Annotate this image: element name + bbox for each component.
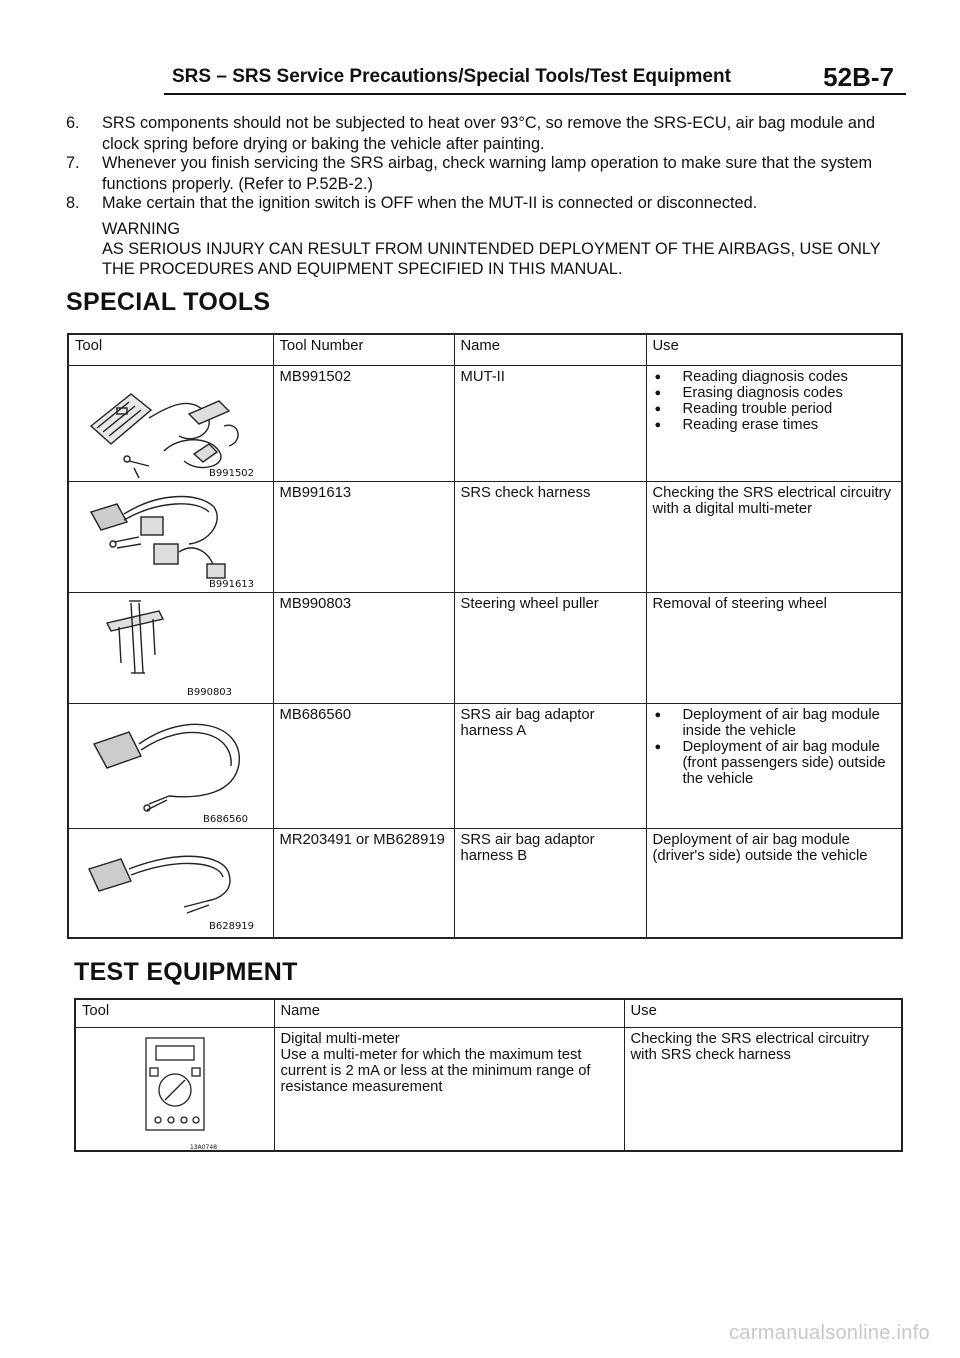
watermark: carmanualsonline.info xyxy=(729,1322,930,1344)
header-title: SRS – SRS Service Precautions/Special Tools/Test Equipment xyxy=(172,66,731,87)
note-number: 7. xyxy=(66,154,80,172)
tool-name: SRS check harness xyxy=(454,481,646,592)
list-item: ● Reading diagnosis codes xyxy=(653,369,896,385)
tool-caption: B991613 xyxy=(209,578,255,590)
page-header xyxy=(172,62,902,96)
tool-image-cell xyxy=(68,481,273,592)
table-row xyxy=(68,592,902,703)
adaptor-harness-a-illustration xyxy=(69,704,274,829)
page-number: 52B-7 xyxy=(823,62,894,92)
tool-number: MB990803 xyxy=(273,592,454,703)
tool-use: Deployment of air bag module (driver's side) outside the vehicle xyxy=(646,828,902,938)
header-use: Use xyxy=(624,999,902,1027)
tool-use xyxy=(646,365,902,481)
header-tool: Tool xyxy=(75,999,274,1027)
steering-puller-illustration xyxy=(69,593,274,704)
tool-name: SRS air bag adaptor harness B xyxy=(454,828,646,938)
note-8 xyxy=(66,193,906,214)
tool-image-cell xyxy=(68,365,273,481)
note-text: SRS components should not be subjected to heat over 93°C, so remove the SRS-ECU, air bag module and clock spring before drying or baking the vehicle after painting. xyxy=(102,114,876,153)
tool-image-cell xyxy=(68,828,273,938)
tool-use: Removal of steering wheel xyxy=(646,592,902,703)
tool-name: MUT-II xyxy=(454,365,646,481)
list-item: ● Erasing diagnosis codes xyxy=(653,385,896,401)
table-row xyxy=(68,481,902,592)
test-equipment-heading: TEST EQUIPMENT xyxy=(74,958,298,986)
tool-use: Checking the SRS electrical circuitry with a digital multi-meter xyxy=(646,481,902,592)
multimeter-illustration xyxy=(76,1028,275,1152)
tool-name: SRS air bag adaptor harness A xyxy=(454,703,646,828)
tool-caption: B991502 xyxy=(209,467,255,479)
warning-text: AS SERIOUS INJURY CAN RESULT FROM UNINTENDED DEPLOYMENT OF THE AIRBAGS, USE ONLY THE PROCEDURES AND EQUIPMENT SPECIFIED IN THIS MANUAL. xyxy=(102,240,881,278)
table-row xyxy=(75,1027,902,1151)
list-item: ● Reading erase times xyxy=(653,417,896,433)
tool-number: MR203491 or MB628919 xyxy=(273,828,454,938)
special-tools-table xyxy=(67,333,903,939)
note-number: 8. xyxy=(66,194,80,212)
note-number: 6. xyxy=(66,114,80,132)
tool-image-cell xyxy=(68,703,273,828)
table-row xyxy=(68,828,902,938)
tool-image-cell xyxy=(75,1027,274,1151)
table-row xyxy=(68,703,902,828)
header-use: Use xyxy=(646,334,902,365)
warning-block xyxy=(102,219,902,279)
header-tool-number: Tool Number xyxy=(273,334,454,365)
note-text: Make certain that the ignition switch is OFF when the MUT-II is connected or disconnected. xyxy=(102,194,758,212)
header-rule xyxy=(164,93,906,95)
special-tools-heading: SPECIAL TOOLS xyxy=(66,288,271,316)
header-tool: Tool xyxy=(68,334,273,365)
tool-caption: B628919 xyxy=(209,920,255,932)
test-equipment-table xyxy=(74,998,903,1152)
tool-image-cell xyxy=(68,592,273,703)
note-6 xyxy=(66,113,906,154)
equipment-use: Checking the SRS electrical circuitry with SRS check harness xyxy=(624,1027,902,1151)
note-7 xyxy=(66,153,906,194)
tool-number: MB686560 xyxy=(273,703,454,828)
table-header-row xyxy=(75,999,902,1027)
equipment-name-cell xyxy=(274,1027,624,1151)
tool-caption: B990803 xyxy=(187,686,233,698)
list-item: ● Reading trouble period xyxy=(653,401,896,417)
note-text: Whenever you finish servicing the SRS airbag, check warning lamp operation to make sure that the system functions properly. (Refer to P.52B-2.) xyxy=(102,154,873,193)
list-item: ● Deployment of air bag module inside the vehicle xyxy=(653,707,896,739)
tool-caption: 13A0748 xyxy=(190,1143,218,1151)
use-list xyxy=(653,707,896,787)
tool-caption: B686560 xyxy=(203,813,249,825)
mut-ii-tool-illustration xyxy=(69,366,274,482)
header-name: Name xyxy=(454,334,646,365)
table-header-row xyxy=(68,334,902,365)
tool-use xyxy=(646,703,902,828)
tool-number: MB991613 xyxy=(273,481,454,592)
tool-number: MB991502 xyxy=(273,365,454,481)
equipment-description: Use a multi-meter for which the maximum test current is 2 mA or less at the minimum range of resistance measurement xyxy=(280,1046,591,1095)
equipment-name: Digital multi-meter xyxy=(280,1030,400,1047)
list-item: ● Deployment of air bag module (front passengers side) outside the vehicle xyxy=(653,739,896,787)
use-list xyxy=(653,369,896,433)
warning-label: WARNING xyxy=(102,220,181,238)
header-name: Name xyxy=(274,999,624,1027)
table-row xyxy=(68,365,902,481)
tool-name: Steering wheel puller xyxy=(454,592,646,703)
